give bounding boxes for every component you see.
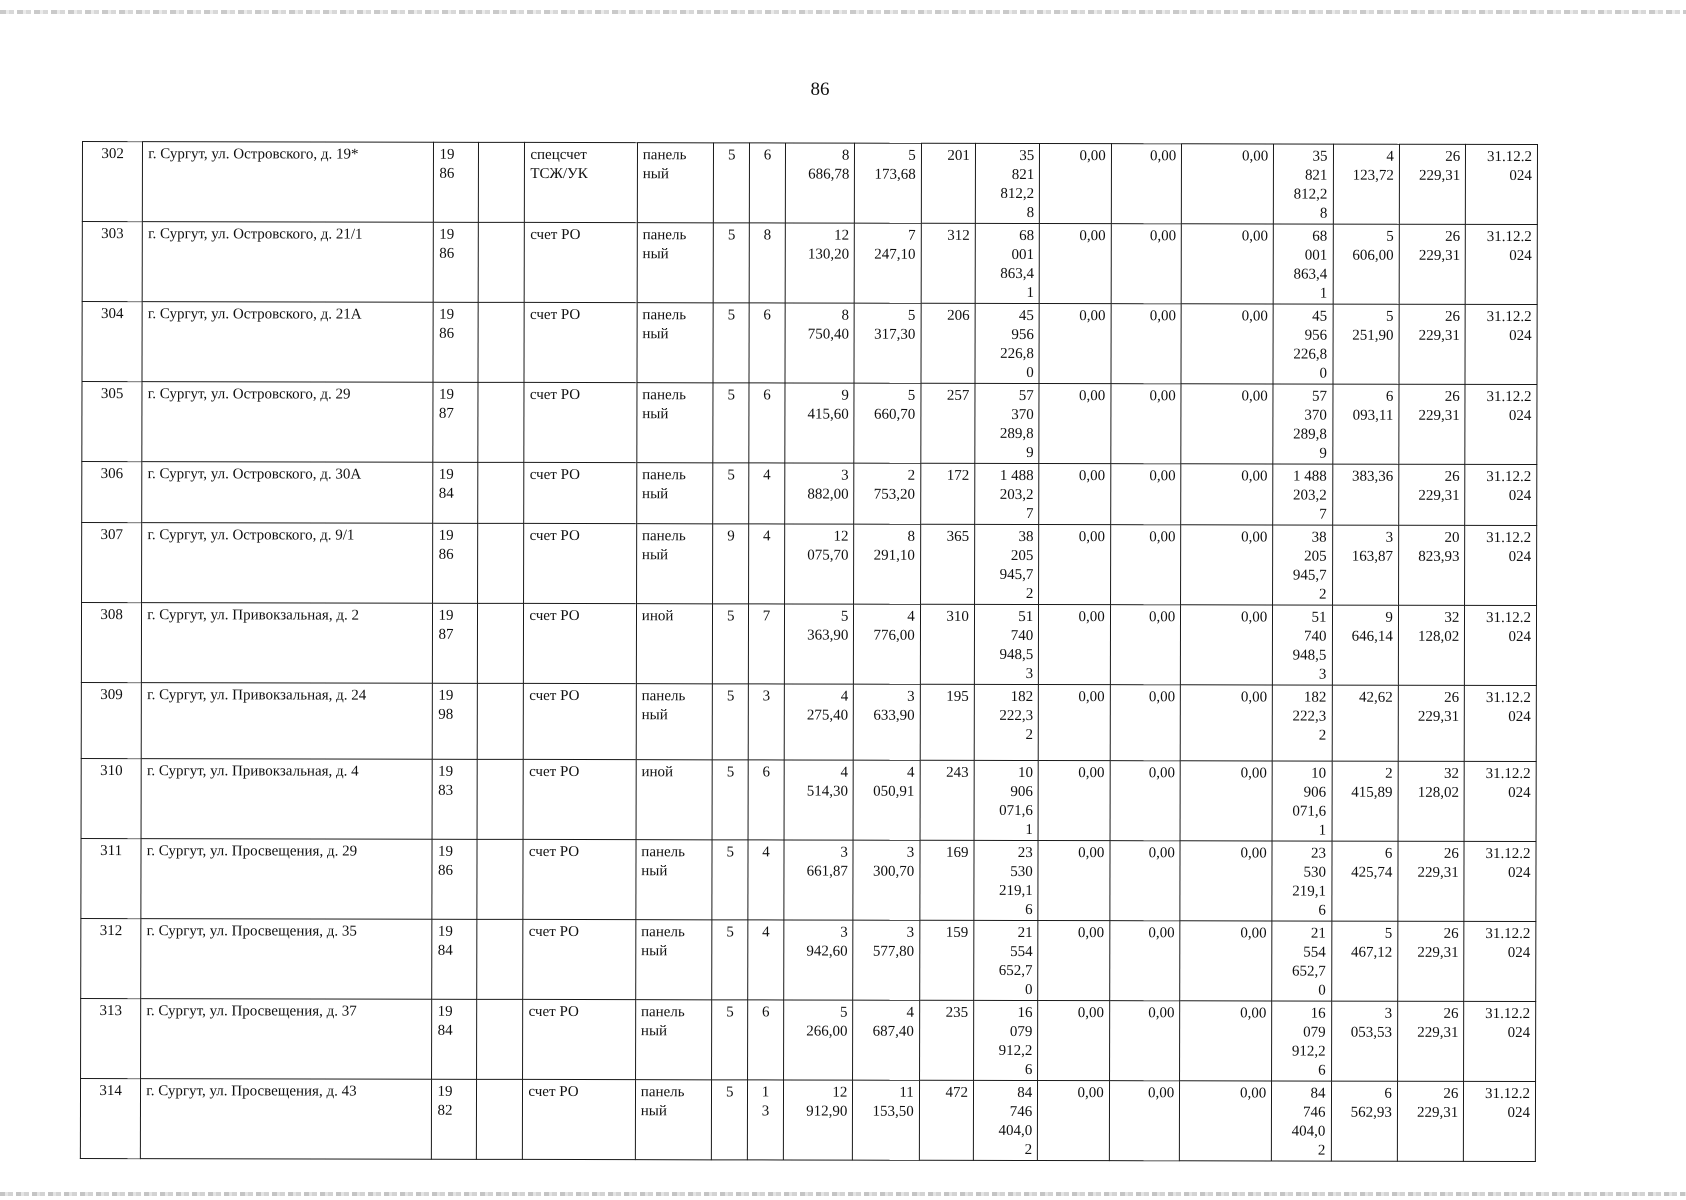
table-row	[82, 142, 1537, 225]
table-row	[80, 1078, 1535, 1161]
total-area-cell: 8 686,78	[785, 143, 855, 223]
cost-cell: 0,00	[1180, 841, 1272, 921]
cost-cell: 0,00	[1181, 304, 1273, 384]
owners-cost-cell: 45 956 226,8 0	[1273, 304, 1332, 384]
empty-cell	[477, 919, 523, 999]
floors-cell: 5	[712, 840, 748, 920]
cost-cell: 0,00	[1180, 921, 1272, 1001]
unit-limit-cell: 26 229,31	[1398, 921, 1465, 1001]
deadline-cell: 31.12.2 024	[1466, 144, 1538, 224]
wall-material-cell: панель ный	[636, 684, 713, 760]
table-row	[82, 382, 1537, 465]
deadline-cell: 31.12.2 024	[1465, 384, 1537, 464]
fund-account-cell: счет РО	[523, 759, 636, 839]
row-number: 305	[82, 382, 142, 462]
table-row	[82, 523, 1537, 606]
cost-cell: 0,00	[1109, 1081, 1180, 1161]
fund-account-cell: счет РО	[524, 683, 637, 759]
fund-account-cell: счет РО	[524, 523, 637, 603]
total-area-cell: 4 275,40	[784, 684, 854, 760]
total-cost-cell: 45 956 226,8 0	[975, 303, 1040, 383]
unit-cost-cell: 383,36	[1332, 464, 1399, 525]
owners-cost-cell: 35 821 812,2 8	[1274, 144, 1333, 224]
commissioning-year-cell: 19 86	[434, 142, 479, 222]
commissioning-year-cell: 19 87	[433, 382, 478, 462]
total-cost-cell: 38 205 945,7 2	[974, 524, 1039, 604]
wall-material-cell: панель ный	[636, 463, 713, 524]
cost-cell: 0,00	[1181, 464, 1273, 525]
total-cost-cell: 10 906 071,6 1	[974, 760, 1039, 840]
owners-cost-cell: 23 530 219,1 6	[1272, 841, 1331, 921]
wall-material-cell: панель ный	[635, 1080, 712, 1160]
cost-cell: 0,00	[1181, 605, 1273, 685]
fund-account-cell: счет РО	[524, 382, 637, 462]
cost-cell: 0,00	[1181, 384, 1273, 464]
total-area-cell: 8 750,40	[785, 303, 855, 383]
table-row	[81, 603, 1536, 686]
row-number: 304	[82, 302, 142, 382]
residents-cell: 201	[921, 143, 975, 223]
commissioning-year-cell: 19 84	[433, 462, 478, 523]
floors-cell: 5	[713, 383, 749, 463]
unit-cost-cell: 6 425,74	[1331, 841, 1398, 921]
entrances-cell: 8	[749, 223, 785, 303]
row-number: 306	[82, 462, 142, 523]
fund-account-cell: счет РО	[524, 462, 637, 523]
floors-cell: 5	[714, 223, 750, 303]
total-area-cell: 9 415,60	[785, 383, 855, 463]
total-area-cell: 12 075,70	[784, 524, 854, 604]
table-row	[81, 758, 1536, 841]
fund-account-cell: счет РО	[524, 302, 637, 382]
unit-cost-cell: 3 053,53	[1331, 1001, 1398, 1081]
fund-account-cell: счет РО	[524, 603, 637, 683]
row-number: 313	[81, 998, 141, 1078]
cost-cell: 0,00	[1111, 224, 1182, 304]
deadline-cell: 31.12.2 024	[1465, 525, 1537, 605]
deadline-cell: 31.12.2 024	[1464, 1001, 1536, 1081]
residents-cell: 159	[919, 920, 973, 1000]
unit-limit-cell: 26 229,31	[1399, 464, 1466, 525]
floors-cell: 9	[713, 524, 749, 604]
row-number: 314	[80, 1078, 140, 1158]
entrances-cell: 4	[748, 920, 784, 1000]
wall-material-cell: панель ный	[636, 524, 713, 604]
owners-cost-cell: 51 740 948,5 3	[1273, 605, 1332, 685]
living-area-cell: 3 633,90	[854, 684, 921, 760]
empty-cell	[478, 603, 524, 683]
commissioning-year-cell: 19 86	[434, 222, 479, 302]
row-number: 307	[82, 523, 142, 603]
residents-cell: 243	[920, 760, 974, 840]
owners-cost-cell: 21 554 652,7 0	[1272, 921, 1331, 1001]
scan-edge-bottom	[0, 1192, 1686, 1196]
living-area-cell: 5 173,68	[855, 143, 922, 223]
residents-cell: 235	[919, 1000, 973, 1080]
row-number: 312	[81, 918, 141, 998]
entrances-cell: 6	[750, 143, 786, 223]
entrances-cell: 1 3	[748, 1080, 784, 1160]
row-number: 310	[81, 758, 141, 838]
empty-cell	[477, 999, 523, 1079]
total-cost-cell: 182 222,3 2	[974, 684, 1039, 760]
unit-cost-cell: 6 093,11	[1332, 384, 1399, 464]
entrances-cell: 4	[748, 840, 784, 920]
table-row	[82, 222, 1537, 305]
scan-edge-top	[0, 10, 1686, 14]
unit-cost-cell: 5 467,12	[1331, 921, 1398, 1001]
residents-cell: 206	[921, 303, 975, 383]
owners-cost-cell: 16 079 912,2 6	[1272, 1001, 1331, 1081]
cost-cell: 0,00	[1039, 605, 1111, 685]
empty-cell	[478, 302, 524, 382]
unit-limit-cell: 32 128,02	[1398, 761, 1465, 841]
living-area-cell: 3 300,70	[853, 840, 920, 920]
commissioning-year-cell: 19 98	[433, 683, 478, 759]
cost-cell: 0,00	[1038, 761, 1110, 841]
commissioning-year-cell: 19 83	[433, 759, 478, 839]
empty-cell	[478, 523, 524, 603]
deadline-cell: 31.12.2 024	[1464, 761, 1536, 841]
cost-cell: 0,00	[1109, 1001, 1180, 1081]
unit-limit-cell: 26 229,31	[1398, 685, 1465, 761]
owners-cost-cell: 68 001 863,4 1	[1273, 224, 1332, 304]
address-cell: г. Сургут, ул. Островского, д. 9/1	[142, 523, 433, 604]
living-area-cell: 2 753,20	[854, 463, 921, 524]
empty-cell	[478, 462, 524, 523]
row-number: 309	[81, 682, 141, 758]
cost-cell: 0,00	[1111, 304, 1182, 384]
living-area-cell: 3 577,80	[853, 920, 920, 1000]
total-cost-cell: 1 488 203,2 7	[975, 463, 1039, 524]
cost-cell: 0,00	[1180, 1001, 1272, 1081]
cost-cell: 0,00	[1111, 144, 1182, 224]
empty-cell	[478, 683, 524, 759]
deadline-cell: 31.12.2 024	[1464, 841, 1536, 921]
cost-cell: 0,00	[1039, 525, 1111, 605]
table-body	[80, 142, 1537, 1162]
floors-cell: 5	[713, 684, 749, 760]
fund-account-cell: спецсчет ТСЖ/УК	[525, 142, 638, 222]
row-number: 311	[81, 838, 141, 918]
unit-limit-cell: 26 229,31	[1397, 1081, 1464, 1161]
cost-cell: 0,00	[1180, 1081, 1272, 1161]
cost-cell: 0,00	[1110, 605, 1181, 685]
residents-cell: 472	[919, 1080, 973, 1160]
residents-cell: 365	[920, 524, 974, 604]
address-cell: г. Сургут, ул. Островского, д. 21/1	[142, 222, 433, 303]
unit-cost-cell: 5 251,90	[1333, 304, 1400, 384]
living-area-cell: 4 776,00	[854, 604, 921, 684]
unit-limit-cell: 26 229,31	[1399, 384, 1466, 464]
cost-cell: 0,00	[1039, 464, 1111, 525]
commissioning-year-cell: 19 87	[433, 603, 478, 683]
cost-cell: 0,00	[1038, 1081, 1110, 1161]
wall-material-cell: панель ный	[637, 383, 714, 463]
cost-cell: 0,00	[1038, 1001, 1110, 1081]
total-area-cell: 5 363,90	[784, 604, 854, 684]
empty-cell	[477, 1079, 523, 1159]
address-cell: г. Сургут, ул. Привокзальная, д. 4	[141, 759, 432, 840]
total-cost-cell: 21 554 652,7 0	[974, 920, 1039, 1000]
entrances-cell: 6	[749, 303, 785, 383]
row-number: 303	[82, 222, 142, 302]
owners-cost-cell: 57 370 289,8 9	[1273, 384, 1332, 464]
floors-cell: 5	[713, 303, 749, 383]
total-area-cell: 5 266,00	[783, 1000, 853, 1080]
empty-cell	[478, 382, 524, 462]
floors-cell: 5	[713, 463, 749, 524]
cost-cell: 0,00	[1110, 761, 1181, 841]
owners-cost-cell: 38 205 945,7 2	[1273, 525, 1332, 605]
entrances-cell: 6	[748, 760, 784, 840]
unit-cost-cell: 2 415,89	[1332, 761, 1399, 841]
unit-cost-cell: 42,62	[1332, 685, 1399, 761]
address-cell: г. Сургут, ул. Островского, д. 19*	[143, 142, 434, 223]
address-cell: г. Сургут, ул. Островского, д. 30А	[142, 462, 433, 524]
entrances-cell: 4	[749, 463, 785, 524]
empty-cell	[479, 142, 525, 222]
cost-cell: 0,00	[1180, 761, 1272, 841]
unit-limit-cell: 32 128,02	[1398, 605, 1465, 685]
unit-cost-cell: 3 163,87	[1332, 525, 1399, 605]
owners-cost-cell: 84 746 404,0 2	[1272, 1081, 1331, 1161]
floors-cell: 5	[712, 920, 748, 1000]
living-area-cell: 5 660,70	[854, 383, 921, 463]
unit-limit-cell: 26 229,31	[1399, 224, 1466, 304]
cost-cell: 0,00	[1039, 224, 1111, 304]
total-cost-cell: 23 530 219,1 6	[974, 840, 1039, 920]
living-area-cell: 11 153,50	[853, 1080, 920, 1160]
wall-material-cell: панель ный	[635, 1000, 712, 1080]
total-area-cell: 3 942,60	[784, 920, 854, 1000]
wall-material-cell: иной	[636, 760, 713, 840]
address-cell: г. Сургут, ул. Просвещения, д. 43	[141, 1079, 432, 1160]
deadline-cell: 31.12.2 024	[1465, 685, 1537, 761]
unit-limit-cell: 26 229,31	[1397, 1001, 1464, 1081]
owners-cost-cell: 182 222,3 2	[1272, 685, 1331, 761]
floors-cell: 5	[712, 1000, 748, 1080]
fund-account-cell: счет РО	[523, 999, 636, 1079]
residents-cell: 169	[920, 840, 974, 920]
entrances-cell: 4	[749, 524, 785, 604]
deadline-cell: 31.12.2 024	[1464, 1081, 1536, 1161]
deadline-cell: 31.12.2 024	[1465, 224, 1537, 304]
cost-cell: 0,00	[1039, 384, 1111, 464]
table-row	[81, 998, 1536, 1081]
unit-cost-cell: 9 646,14	[1332, 605, 1399, 685]
residents-cell: 257	[921, 383, 975, 463]
total-cost-cell: 84 746 404,0 2	[973, 1080, 1038, 1160]
address-cell: г. Сургут, ул. Просвещения, д. 35	[141, 919, 432, 1000]
living-area-cell: 4 050,91	[853, 760, 920, 840]
fund-account-cell: счет РО	[525, 222, 638, 302]
entrances-cell: 3	[748, 684, 784, 760]
cost-cell: 0,00	[1110, 841, 1181, 921]
owners-cost-cell: 10 906 071,6 1	[1272, 761, 1331, 841]
deadline-cell: 31.12.2 024	[1465, 304, 1537, 384]
residents-cell: 172	[920, 463, 974, 524]
empty-cell	[477, 759, 523, 839]
row-number: 302	[82, 142, 142, 222]
address-cell: г. Сургут, ул. Островского, д. 21А	[142, 302, 433, 383]
housing-registry-table	[80, 141, 1538, 1162]
cost-cell: 0,00	[1040, 144, 1112, 224]
wall-material-cell: панель ный	[637, 303, 714, 383]
cost-cell: 0,00	[1038, 921, 1110, 1001]
wall-material-cell: иной	[636, 604, 713, 684]
unit-limit-cell: 26 229,31	[1399, 144, 1466, 224]
commissioning-year-cell: 19 82	[432, 1079, 477, 1159]
cost-cell: 0,00	[1039, 304, 1111, 384]
deadline-cell: 31.12.2 024	[1465, 605, 1537, 685]
address-cell: г. Сургут, ул. Привокзальная, д. 2	[142, 603, 433, 684]
floors-cell: 5	[712, 1080, 748, 1160]
row-number: 308	[81, 603, 141, 683]
residents-cell: 195	[920, 684, 974, 760]
deadline-cell: 31.12.2 024	[1465, 464, 1537, 525]
total-cost-cell: 16 079 912,2 6	[973, 1000, 1038, 1080]
residents-cell: 310	[920, 604, 974, 684]
total-cost-cell: 57 370 289,8 9	[975, 383, 1040, 463]
total-cost-cell: 68 001 863,4 1	[975, 223, 1040, 303]
deadline-cell: 31.12.2 024	[1464, 921, 1536, 1001]
cost-cell: 0,00	[1182, 144, 1274, 224]
entrances-cell: 6	[749, 383, 785, 463]
table-row	[81, 838, 1536, 921]
total-cost-cell: 35 821 812,2 8	[975, 143, 1040, 223]
cost-cell: 0,00	[1038, 841, 1110, 921]
fund-account-cell: счет РО	[523, 1079, 636, 1159]
floors-cell: 5	[714, 143, 750, 223]
unit-cost-cell: 4 123,72	[1333, 144, 1400, 224]
unit-limit-cell: 26 229,31	[1398, 841, 1465, 921]
entrances-cell: 7	[749, 604, 785, 684]
unit-cost-cell: 6 562,93	[1331, 1081, 1398, 1161]
living-area-cell: 8 291,10	[854, 524, 921, 604]
empty-cell	[477, 839, 523, 919]
cost-cell: 0,00	[1111, 384, 1182, 464]
owners-cost-cell: 1 488 203,2 7	[1273, 464, 1332, 525]
cost-cell: 0,00	[1110, 525, 1181, 605]
cost-cell: 0,00	[1181, 685, 1273, 761]
total-area-cell: 12 912,90	[783, 1080, 853, 1160]
address-cell: г. Сургут, ул. Островского, д. 29	[142, 382, 433, 463]
commissioning-year-cell: 19 86	[433, 302, 478, 382]
commissioning-year-cell: 19 86	[432, 839, 477, 919]
commissioning-year-cell: 19 84	[432, 919, 477, 999]
table-row	[82, 462, 1537, 526]
fund-account-cell: счет РО	[523, 839, 636, 919]
residents-cell: 312	[921, 223, 975, 303]
commissioning-year-cell: 19 84	[432, 999, 477, 1079]
living-area-cell: 5 317,30	[854, 303, 921, 383]
floors-cell: 5	[712, 760, 748, 840]
table-row	[81, 918, 1536, 1001]
total-area-cell: 12 130,20	[785, 223, 855, 303]
living-area-cell: 4 687,40	[853, 1000, 920, 1080]
fund-account-cell: счет РО	[523, 919, 636, 999]
wall-material-cell: панель ный	[637, 223, 714, 303]
cost-cell: 0,00	[1110, 921, 1181, 1001]
table-row	[81, 682, 1536, 761]
address-cell: г. Сургут, ул. Просвещения, д. 29	[141, 839, 432, 920]
address-cell: г. Сургут, ул. Привокзальная, д. 24	[141, 683, 432, 760]
page-number: 86	[810, 79, 830, 100]
wall-material-cell: панель ный	[635, 920, 712, 1000]
table-row	[82, 302, 1537, 385]
cost-cell: 0,00	[1039, 685, 1111, 761]
wall-material-cell: панель ный	[637, 143, 714, 223]
entrances-cell: 6	[748, 1000, 784, 1080]
unit-cost-cell: 5 606,00	[1333, 224, 1400, 304]
unit-limit-cell: 26 229,31	[1399, 304, 1466, 384]
total-cost-cell: 51 740 948,5 3	[974, 604, 1039, 684]
unit-limit-cell: 20 823,93	[1398, 525, 1465, 605]
cost-cell: 0,00	[1110, 685, 1181, 761]
floors-cell: 5	[713, 604, 749, 684]
commissioning-year-cell: 19 86	[433, 523, 478, 603]
address-cell: г. Сургут, ул. Просвещения, д. 37	[141, 999, 432, 1080]
empty-cell	[479, 222, 525, 302]
total-area-cell: 4 514,30	[784, 760, 854, 840]
cost-cell: 0,00	[1181, 525, 1273, 605]
cost-cell: 0,00	[1111, 464, 1182, 525]
cost-cell: 0,00	[1181, 224, 1273, 304]
total-area-cell: 3 882,00	[785, 463, 855, 524]
living-area-cell: 7 247,10	[855, 223, 922, 303]
total-area-cell: 3 661,87	[784, 840, 854, 920]
wall-material-cell: панель ный	[636, 840, 713, 920]
